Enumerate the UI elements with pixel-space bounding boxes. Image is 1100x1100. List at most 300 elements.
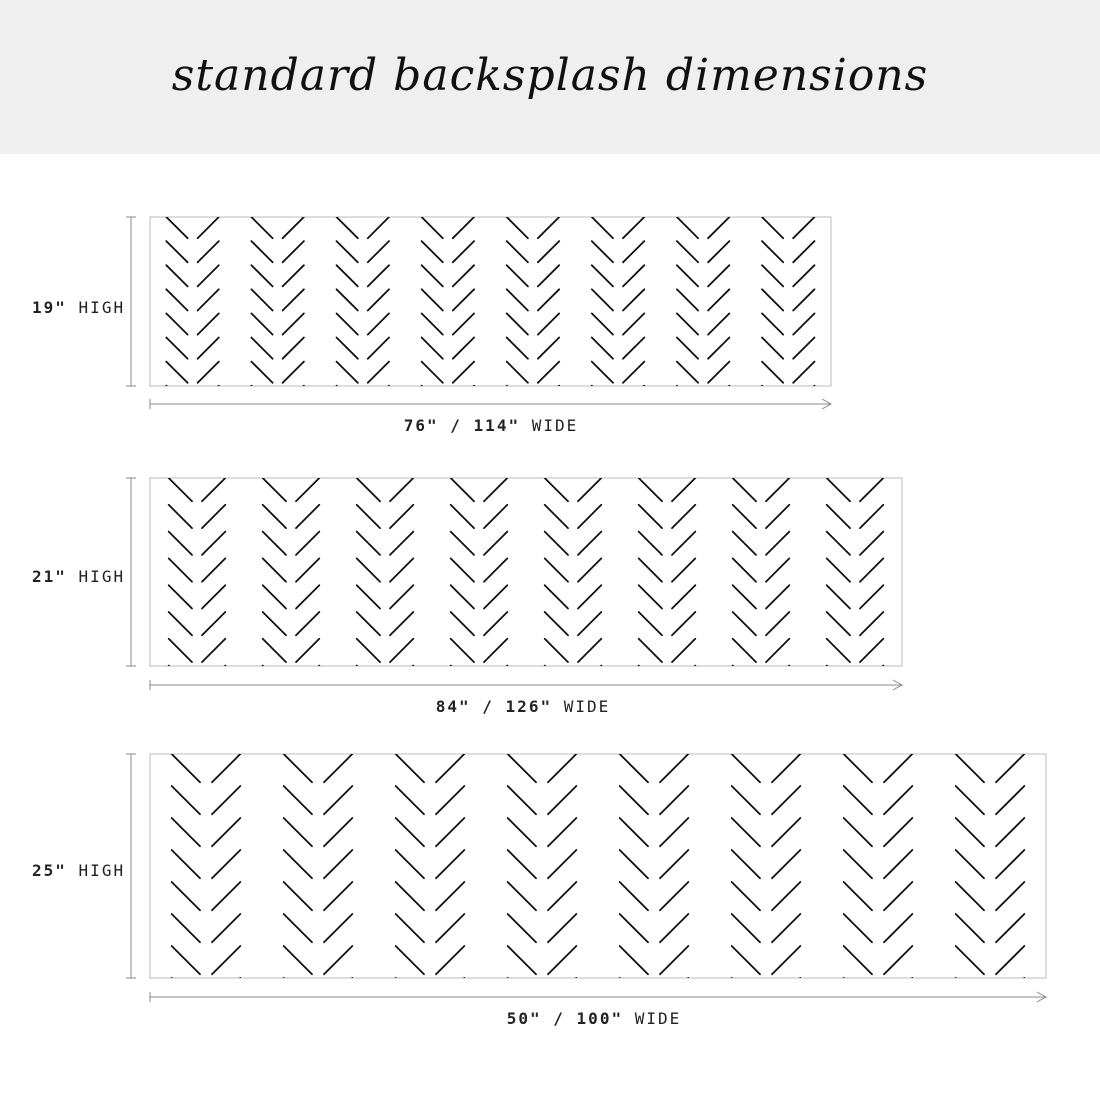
pattern-stroke — [884, 882, 912, 910]
pattern-stroke — [508, 786, 536, 814]
pattern-stroke — [677, 338, 698, 359]
pattern-stroke — [708, 241, 729, 262]
panel-3 — [126, 722, 1046, 1006]
pattern-stroke — [357, 505, 380, 528]
pattern-stroke — [357, 478, 380, 501]
pattern-stroke — [166, 193, 187, 214]
pattern-stroke — [545, 505, 568, 528]
pattern-stroke — [396, 946, 424, 974]
pattern-stroke — [732, 850, 760, 878]
pattern-stroke — [592, 338, 613, 359]
pattern-stroke — [677, 265, 698, 286]
pattern-stroke — [436, 754, 464, 782]
pattern-stroke — [357, 558, 380, 581]
pattern-stroke — [296, 478, 319, 501]
panel-1-height-label — [32, 298, 125, 317]
pattern-stroke — [368, 313, 389, 334]
pattern-stroke — [733, 451, 756, 474]
pattern-stroke — [484, 532, 507, 555]
pattern-stroke — [996, 818, 1024, 846]
pattern-stroke — [296, 532, 319, 555]
pattern-stroke — [283, 241, 304, 262]
pattern-stroke — [263, 451, 286, 474]
pattern-stroke — [453, 362, 474, 383]
pattern-stroke — [545, 478, 568, 501]
pattern-stroke — [507, 217, 528, 238]
pattern-stroke — [545, 639, 568, 662]
pattern-stroke — [884, 786, 912, 814]
pattern-stroke — [451, 558, 474, 581]
pattern-stroke — [166, 289, 187, 310]
pattern-stroke — [396, 882, 424, 910]
pattern-stroke — [436, 946, 464, 974]
pattern-stroke — [772, 946, 800, 974]
pattern-stroke — [396, 850, 424, 878]
pattern-stroke — [251, 338, 272, 359]
pattern-stroke — [198, 362, 219, 383]
pattern-stroke — [772, 882, 800, 910]
pattern-stroke — [639, 692, 662, 715]
pattern-stroke — [578, 558, 601, 581]
pattern-stroke — [484, 478, 507, 501]
pattern-stroke — [772, 850, 800, 878]
pattern-stroke — [733, 505, 756, 528]
pattern-stroke — [708, 289, 729, 310]
pattern-stroke — [484, 585, 507, 608]
pattern-stroke — [324, 786, 352, 814]
pattern-stroke — [860, 585, 883, 608]
pattern-stroke — [538, 289, 559, 310]
pattern-stroke — [212, 882, 240, 910]
pattern-stroke — [827, 478, 850, 501]
pattern-stroke — [508, 818, 536, 846]
pattern-stroke — [548, 946, 576, 974]
pattern-stroke — [766, 478, 789, 501]
pattern-stroke — [732, 722, 760, 750]
pattern-stroke — [733, 585, 756, 608]
pattern-stroke — [793, 289, 814, 310]
pattern-stroke — [368, 410, 389, 431]
pattern-stroke — [169, 558, 192, 581]
pattern-stroke — [390, 692, 413, 715]
pattern-stroke — [390, 612, 413, 635]
pattern-stroke — [198, 265, 219, 286]
pattern-stroke — [368, 289, 389, 310]
pattern-stroke — [436, 818, 464, 846]
pattern-stroke — [578, 585, 601, 608]
pattern-stroke — [436, 882, 464, 910]
pattern-stroke — [884, 978, 912, 1006]
pattern-stroke — [172, 914, 200, 942]
pattern-stroke — [166, 265, 187, 286]
pattern-stroke — [732, 786, 760, 814]
pattern-stroke — [860, 639, 883, 662]
pattern-stroke — [283, 362, 304, 383]
pattern-stroke — [620, 882, 648, 910]
pattern-stroke — [422, 265, 443, 286]
pattern-stroke — [508, 946, 536, 974]
panel-3-height-label — [32, 861, 125, 880]
pattern-stroke — [844, 818, 872, 846]
pattern-stroke — [172, 818, 200, 846]
pattern-stroke — [844, 914, 872, 942]
pattern-stroke — [538, 313, 559, 334]
pattern-stroke — [762, 241, 783, 262]
pattern-stroke — [453, 313, 474, 334]
pattern-stroke — [396, 818, 424, 846]
pattern-stroke — [620, 786, 648, 814]
pattern-stroke — [578, 505, 601, 528]
pattern-stroke — [202, 692, 225, 715]
pattern-stroke — [251, 193, 272, 214]
pattern-stroke — [766, 558, 789, 581]
pattern-stroke — [672, 612, 695, 635]
pattern-stroke — [996, 978, 1024, 1006]
pattern-stroke — [337, 338, 358, 359]
pattern-stroke — [884, 850, 912, 878]
pattern-stroke — [623, 241, 644, 262]
pattern-stroke — [592, 289, 613, 310]
pattern-stroke — [169, 585, 192, 608]
pattern-stroke — [860, 532, 883, 555]
pattern-stroke — [212, 946, 240, 974]
pattern-stroke — [620, 722, 648, 750]
pattern-stroke — [762, 217, 783, 238]
pattern-stroke — [284, 946, 312, 974]
pattern-stroke — [453, 265, 474, 286]
pattern-stroke — [623, 217, 644, 238]
panel-3-width-label — [507, 1009, 682, 1028]
panel-2-width-arrow — [150, 680, 902, 690]
pattern-stroke — [538, 265, 559, 286]
panel-2-height-line — [126, 478, 136, 666]
pattern-stroke — [422, 362, 443, 383]
pattern-stroke — [672, 505, 695, 528]
panel-1-width-arrow — [150, 399, 831, 409]
pattern-stroke — [578, 639, 601, 662]
page-title: standard backsplash dimensions — [171, 49, 929, 101]
pattern-stroke — [263, 585, 286, 608]
pattern-stroke — [772, 978, 800, 1006]
pattern-stroke — [357, 451, 380, 474]
pattern-stroke — [169, 639, 192, 662]
pattern-stroke — [198, 338, 219, 359]
pattern-stroke — [732, 882, 760, 910]
pattern-stroke — [844, 786, 872, 814]
pattern-stroke — [545, 612, 568, 635]
pattern-stroke — [337, 362, 358, 383]
pattern-stroke — [793, 193, 814, 214]
pattern-stroke — [844, 850, 872, 878]
pattern-stroke — [436, 786, 464, 814]
pattern-stroke — [793, 338, 814, 359]
pattern-stroke — [677, 241, 698, 262]
panel-3-height-unit: HIGH — [78, 861, 126, 880]
pattern-stroke — [732, 946, 760, 974]
pattern-stroke — [251, 313, 272, 334]
pattern-stroke — [762, 265, 783, 286]
pattern-stroke — [592, 313, 613, 334]
pattern-stroke — [677, 193, 698, 214]
pattern-stroke — [639, 451, 662, 474]
pattern-stroke — [296, 639, 319, 662]
pattern-stroke — [296, 505, 319, 528]
pattern-stroke — [324, 882, 352, 910]
pattern-stroke — [772, 786, 800, 814]
pattern-stroke — [677, 410, 698, 431]
pattern-stroke — [772, 722, 800, 750]
pattern-stroke — [660, 882, 688, 910]
pattern-stroke — [708, 265, 729, 286]
pattern-stroke — [762, 338, 783, 359]
pattern-stroke — [172, 882, 200, 910]
pattern-stroke — [733, 558, 756, 581]
pattern-stroke — [860, 612, 883, 635]
pattern-stroke — [202, 585, 225, 608]
panel-2 — [126, 451, 902, 716]
pattern-stroke — [860, 558, 883, 581]
panel-1-height-unit: HIGH — [78, 298, 126, 317]
pattern-stroke — [507, 265, 528, 286]
pattern-stroke — [251, 265, 272, 286]
pattern-stroke — [390, 451, 413, 474]
pattern-stroke — [324, 754, 352, 782]
pattern-stroke — [548, 914, 576, 942]
pattern-stroke — [762, 289, 783, 310]
pattern-stroke — [212, 754, 240, 782]
pattern-stroke — [766, 612, 789, 635]
pattern-stroke — [390, 532, 413, 555]
pattern-stroke — [672, 451, 695, 474]
pattern-stroke — [578, 451, 601, 474]
pattern-stroke — [508, 978, 536, 1006]
pattern-stroke — [212, 786, 240, 814]
pattern-stroke — [169, 532, 192, 555]
pattern-stroke — [620, 978, 648, 1006]
pattern-stroke — [296, 692, 319, 715]
pattern-stroke — [357, 612, 380, 635]
panel-2-height-label — [32, 567, 125, 586]
pattern-stroke — [390, 505, 413, 528]
pattern-stroke — [251, 362, 272, 383]
pattern-stroke — [827, 558, 850, 581]
pattern-stroke — [357, 692, 380, 715]
pattern-stroke — [283, 313, 304, 334]
pattern-stroke — [507, 362, 528, 383]
pattern-stroke — [337, 410, 358, 431]
pattern-stroke — [324, 914, 352, 942]
pattern-stroke — [860, 478, 883, 501]
pattern-stroke — [708, 313, 729, 334]
pattern-stroke — [212, 818, 240, 846]
pattern-stroke — [844, 946, 872, 974]
pattern-stroke — [263, 558, 286, 581]
pattern-stroke — [844, 722, 872, 750]
pattern-stroke — [660, 722, 688, 750]
pattern-stroke — [548, 754, 576, 782]
pattern-stroke — [884, 818, 912, 846]
pattern-stroke — [172, 946, 200, 974]
pattern-stroke — [677, 289, 698, 310]
pattern-stroke — [733, 639, 756, 662]
pattern-stroke — [623, 265, 644, 286]
pattern-stroke — [620, 914, 648, 942]
pattern-stroke — [422, 338, 443, 359]
pattern-stroke — [766, 692, 789, 715]
pattern-stroke — [337, 265, 358, 286]
pattern-stroke — [166, 313, 187, 334]
pattern-stroke — [451, 612, 474, 635]
pattern-stroke — [296, 612, 319, 635]
pattern-stroke — [762, 313, 783, 334]
pattern-stroke — [660, 946, 688, 974]
pattern-stroke — [538, 241, 559, 262]
pattern-stroke — [660, 754, 688, 782]
pattern-stroke — [453, 289, 474, 310]
pattern-stroke — [453, 193, 474, 214]
pattern-stroke — [772, 818, 800, 846]
pattern-stroke — [545, 532, 568, 555]
pattern-stroke — [956, 786, 984, 814]
pattern-stroke — [451, 532, 474, 555]
pattern-stroke — [390, 558, 413, 581]
pattern-stroke — [732, 754, 760, 782]
pattern-stroke — [708, 193, 729, 214]
pattern-stroke — [677, 362, 698, 383]
pattern-stroke — [827, 532, 850, 555]
pattern-stroke — [283, 193, 304, 214]
pattern-stroke — [357, 639, 380, 662]
pattern-stroke — [592, 217, 613, 238]
pattern-stroke — [283, 289, 304, 310]
pattern-stroke — [169, 478, 192, 501]
pattern-stroke — [172, 754, 200, 782]
pattern-stroke — [592, 193, 613, 214]
pattern-stroke — [324, 722, 352, 750]
pattern-stroke — [538, 338, 559, 359]
pattern-stroke — [884, 754, 912, 782]
pattern-stroke — [996, 946, 1024, 974]
pattern-stroke — [422, 289, 443, 310]
pattern-stroke — [762, 410, 783, 431]
panel-1-width-label — [404, 416, 579, 435]
panel-1 — [126, 193, 831, 431]
pattern-stroke — [337, 193, 358, 214]
pattern-stroke — [956, 850, 984, 878]
pattern-stroke — [508, 722, 536, 750]
pattern-stroke — [956, 946, 984, 974]
pattern-stroke — [202, 505, 225, 528]
pattern-stroke — [545, 451, 568, 474]
pattern-stroke — [766, 585, 789, 608]
pattern-stroke — [956, 914, 984, 942]
pattern-stroke — [733, 612, 756, 635]
pattern-stroke — [793, 217, 814, 238]
pattern-stroke — [484, 451, 507, 474]
pattern-stroke — [284, 882, 312, 910]
pattern-stroke — [827, 692, 850, 715]
pattern-stroke — [708, 338, 729, 359]
pattern-stroke — [672, 639, 695, 662]
pattern-stroke — [357, 585, 380, 608]
pattern-stroke — [166, 241, 187, 262]
pattern-stroke — [592, 265, 613, 286]
pattern-stroke — [212, 914, 240, 942]
pattern-stroke — [337, 313, 358, 334]
pattern-stroke — [251, 241, 272, 262]
pattern-stroke — [368, 217, 389, 238]
pattern-stroke — [172, 850, 200, 878]
pattern-stroke — [172, 786, 200, 814]
pattern-stroke — [732, 978, 760, 1006]
pattern-stroke — [860, 505, 883, 528]
pattern-stroke — [545, 558, 568, 581]
pattern-stroke — [677, 313, 698, 334]
pattern-stroke — [212, 850, 240, 878]
pattern-stroke — [623, 289, 644, 310]
pattern-stroke — [793, 410, 814, 431]
pattern-stroke — [996, 786, 1024, 814]
pattern-stroke — [827, 451, 850, 474]
pattern-stroke — [844, 754, 872, 782]
pattern-stroke — [996, 914, 1024, 942]
pattern-stroke — [623, 193, 644, 214]
pattern-stroke — [284, 914, 312, 942]
pattern-stroke — [198, 217, 219, 238]
pattern-stroke — [484, 558, 507, 581]
pattern-stroke — [368, 193, 389, 214]
pattern-stroke — [436, 722, 464, 750]
pattern-stroke — [762, 362, 783, 383]
pattern-stroke — [956, 978, 984, 1006]
pattern-stroke — [708, 362, 729, 383]
pattern-stroke — [620, 946, 648, 974]
pattern-stroke — [660, 914, 688, 942]
pattern-stroke — [368, 338, 389, 359]
pattern-stroke — [422, 313, 443, 334]
pattern-stroke — [283, 338, 304, 359]
pattern-stroke — [422, 217, 443, 238]
pattern-stroke — [451, 505, 474, 528]
pattern-stroke — [169, 505, 192, 528]
pattern-stroke — [827, 505, 850, 528]
pattern-stroke — [793, 265, 814, 286]
pattern-stroke — [484, 505, 507, 528]
pattern-stroke — [169, 692, 192, 715]
pattern-stroke — [453, 338, 474, 359]
pattern-stroke — [884, 914, 912, 942]
pattern-stroke — [620, 850, 648, 878]
pattern-stroke — [660, 850, 688, 878]
pattern-stroke — [538, 193, 559, 214]
pattern-stroke — [263, 478, 286, 501]
pattern-stroke — [507, 313, 528, 334]
pattern-stroke — [623, 313, 644, 334]
pattern-stroke — [508, 754, 536, 782]
pattern-stroke — [202, 532, 225, 555]
panel-2-outline — [150, 478, 902, 666]
pattern-stroke — [337, 241, 358, 262]
pattern-stroke — [212, 978, 240, 1006]
pattern-stroke — [296, 585, 319, 608]
pattern-stroke — [284, 978, 312, 1006]
pattern-stroke — [436, 978, 464, 1006]
pattern-stroke — [660, 818, 688, 846]
pattern-stroke — [508, 850, 536, 878]
panel-2-width-label — [436, 697, 611, 716]
pattern-stroke — [396, 978, 424, 1006]
pattern-stroke — [860, 451, 883, 474]
